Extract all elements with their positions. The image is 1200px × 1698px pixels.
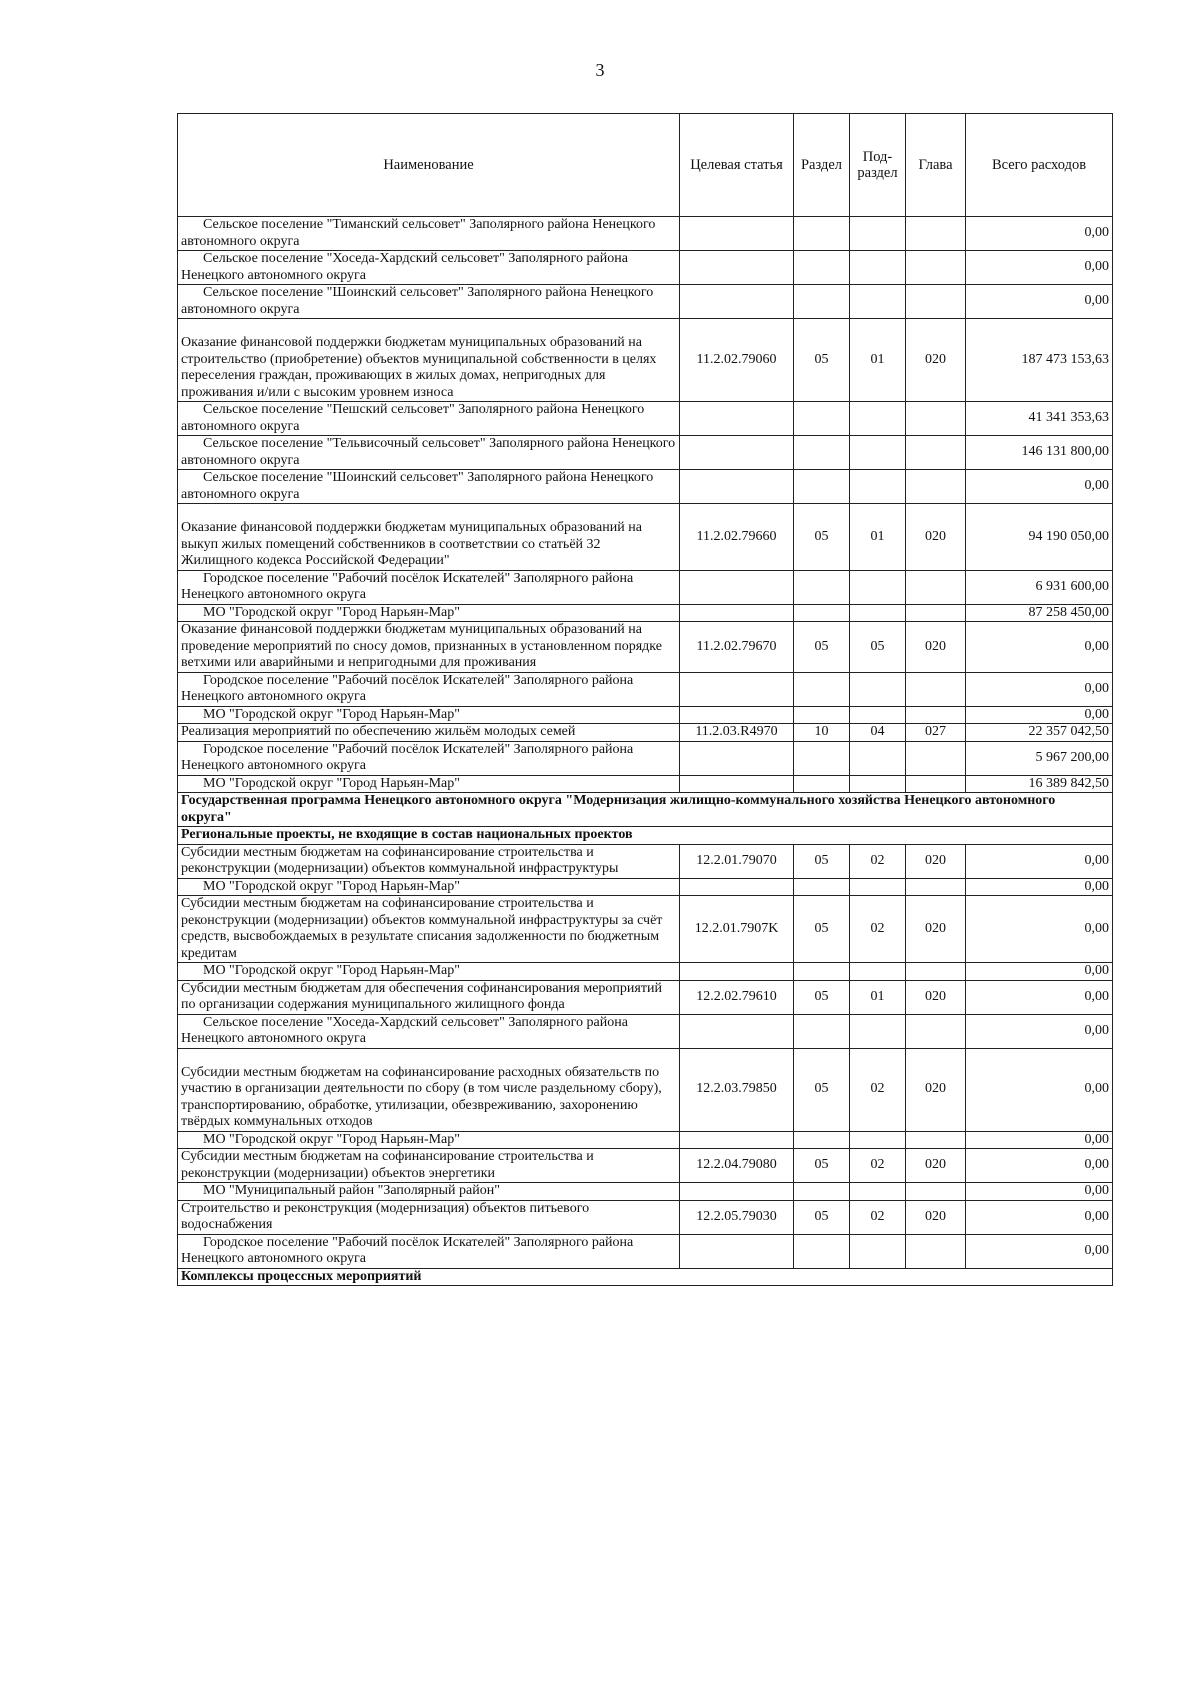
cell-chapter [906, 570, 966, 604]
table-row [178, 963, 1113, 981]
cell-chapter [906, 1183, 966, 1201]
cell-target: 12.2.04.79080 [680, 1149, 794, 1183]
row-label: МО "Городской округ "Город Нарьян-Мар" [203, 706, 460, 722]
cell-chapter: 020 [906, 1048, 966, 1131]
table-row [178, 504, 1113, 571]
cell-target: 12.2.03.79850 [680, 1048, 794, 1131]
cell-section [794, 706, 850, 724]
cell-total: 0,00 [966, 963, 1113, 981]
row-label: Субсидии местным бюджетам для обеспечения софинансирования мероприятий по организации содержания муниципального жилищного фонда [181, 980, 662, 1012]
cell-section [794, 878, 850, 896]
cell-section: 05 [794, 622, 850, 673]
cell-subsection [850, 963, 906, 981]
cell-chapter: 020 [906, 319, 966, 402]
table-row [178, 570, 1113, 604]
table-row [178, 1048, 1113, 1131]
header-name: Наименование [178, 114, 680, 217]
cell-section: 05 [794, 319, 850, 402]
cell-target [680, 963, 794, 981]
header-row [178, 114, 1113, 217]
cell-section [794, 1014, 850, 1048]
cell-chapter [906, 775, 966, 793]
table-row [178, 319, 1113, 402]
cell-subsection [850, 436, 906, 470]
cell-chapter [906, 878, 966, 896]
table-row [178, 1131, 1113, 1149]
cell-section [794, 436, 850, 470]
cell-total: 187 473 153,63 [966, 319, 1113, 402]
table-row [178, 1234, 1113, 1268]
row-label: Городское поселение "Рабочий посёлок Искателей" Заполярного района Ненецкого автономного округа [181, 741, 634, 773]
cell-target [680, 217, 794, 251]
cell-target: 11.2.02.79660 [680, 504, 794, 571]
cell-chapter [906, 251, 966, 285]
cell-target [680, 570, 794, 604]
cell-target [680, 741, 794, 775]
cell-subsection [850, 1131, 906, 1149]
cell-section [794, 1131, 850, 1149]
cell-total: 0,00 [966, 1234, 1113, 1268]
cell-name [178, 1014, 680, 1048]
cell-section [794, 1234, 850, 1268]
cell-name [178, 436, 680, 470]
cell-section [794, 570, 850, 604]
row-label: Сельское поселение "Шоинский сельсовет" Заполярного района Ненецкого автономного округа [181, 470, 654, 502]
table-row [178, 896, 1113, 963]
cell-chapter: 020 [906, 980, 966, 1014]
table-row [178, 775, 1113, 793]
cell-total: 0,00 [966, 1200, 1113, 1234]
cell-section [794, 217, 850, 251]
cell-target: 12.2.01.79070 [680, 844, 794, 878]
cell-subsection [850, 470, 906, 504]
row-label: Субсидии местным бюджетам на софинансирование строительства и реконструкции (модернизации) объектов коммунальной инфраструктуры за счёт средств, высвобождаемых в результате списания задолженности по бюджетным кредитам [181, 896, 663, 961]
table-row [178, 878, 1113, 896]
cell-total: 0,00 [966, 622, 1113, 673]
cell-target [680, 706, 794, 724]
cell-subsection: 02 [850, 1149, 906, 1183]
cell-chapter [906, 1131, 966, 1149]
cell-section [794, 285, 850, 319]
cell-section [794, 251, 850, 285]
table-row [178, 1183, 1113, 1201]
cell-subsection [850, 604, 906, 622]
row-label: МО "Городской округ "Город Нарьян-Мар" [203, 1131, 460, 1147]
cell-target: 11.2.02.79670 [680, 622, 794, 673]
table-row [178, 1149, 1113, 1183]
cell-subsection [850, 1234, 906, 1268]
row-spacer [181, 319, 676, 335]
cell-chapter: 020 [906, 896, 966, 963]
row-label: Сельское поселение "Тиманский сельсовет" Заполярного района Ненецкого автономного округа [181, 217, 656, 249]
cell-name [178, 672, 680, 706]
cell-chapter [906, 1234, 966, 1268]
cell-section [794, 775, 850, 793]
cell-total: 0,00 [966, 878, 1113, 896]
cell-chapter [906, 436, 966, 470]
cell-total: 0,00 [966, 1048, 1113, 1131]
cell-section [794, 402, 850, 436]
cell-subsection [850, 570, 906, 604]
row-label: МО "Муниципальный район "Заполярный район" [203, 1183, 500, 1198]
cell-name [178, 1048, 680, 1131]
cell-subsection: 02 [850, 844, 906, 878]
cell-total: 0,00 [966, 1149, 1113, 1183]
cell-name [178, 878, 680, 896]
cell-target [680, 672, 794, 706]
row-label: Сельское поселение "Шоинский сельсовет" Заполярного района Ненецкого автономного округа [181, 285, 654, 317]
cell-chapter [906, 402, 966, 436]
cell-target [680, 470, 794, 504]
cell-target [680, 436, 794, 470]
row-label: Субсидии местным бюджетам на софинансирование расходных обязательств по участию в организации деятельности по сбору (в том числе раздельному сбору), транспортированию, обработке, утилизации, обезвреживанию, захоронению твёрдых коммунальных отходов [181, 1064, 662, 1129]
cell-chapter [906, 672, 966, 706]
row-label: МО "Городской округ "Город Нарьян-Мар" [203, 878, 460, 894]
cell-name [178, 217, 680, 251]
cell-chapter [906, 285, 966, 319]
cell-total: 16 389 842,50 [966, 775, 1113, 793]
cell-subsection [850, 706, 906, 724]
cell-name [178, 604, 680, 622]
cell-section [794, 604, 850, 622]
cell-target [680, 1131, 794, 1149]
cell-name [178, 470, 680, 504]
section-title: Государственная программа Ненецкого автономного округа "Модернизация жилищно-коммунального хозяйства Ненецкого автономного округа" [178, 793, 1113, 827]
table-row [178, 980, 1113, 1014]
cell-section [794, 672, 850, 706]
header-total: Всего расходов [966, 114, 1113, 217]
cell-section: 05 [794, 504, 850, 571]
cell-target [680, 775, 794, 793]
cell-total: 5 967 200,00 [966, 741, 1113, 775]
cell-name [178, 1200, 680, 1234]
cell-name [178, 724, 680, 742]
cell-chapter [906, 1014, 966, 1048]
cell-target [680, 604, 794, 622]
cell-subsection [850, 775, 906, 793]
cell-section: 05 [794, 1048, 850, 1131]
cell-target: 12.2.02.79610 [680, 980, 794, 1014]
cell-section: 05 [794, 1149, 850, 1183]
header-section: Раздел [794, 114, 850, 217]
budget-table [177, 113, 1113, 1286]
cell-total: 0,00 [966, 251, 1113, 285]
cell-target [680, 1014, 794, 1048]
cell-name [178, 963, 680, 981]
cell-name [178, 622, 680, 673]
header-subsection: Под-раздел [850, 114, 906, 217]
cell-total: 6 931 600,00 [966, 570, 1113, 604]
cell-chapter [906, 963, 966, 981]
cell-chapter [906, 604, 966, 622]
cell-chapter: 020 [906, 844, 966, 878]
cell-total: 94 190 050,00 [966, 504, 1113, 571]
row-label: Строительство и реконструкция (модернизация) объектов питьевого водоснабжения [181, 1200, 590, 1232]
cell-total: 0,00 [966, 1131, 1113, 1149]
cell-total: 0,00 [966, 980, 1113, 1014]
cell-total: 0,00 [966, 217, 1113, 251]
table-row [178, 672, 1113, 706]
row-spacer [181, 1049, 676, 1065]
cell-subsection [850, 402, 906, 436]
cell-subsection: 01 [850, 319, 906, 402]
cell-subsection: 02 [850, 1048, 906, 1131]
row-label: Городское поселение "Рабочий посёлок Искателей" Заполярного района Ненецкого автономного округа [181, 1234, 634, 1266]
cell-chapter: 020 [906, 1200, 966, 1234]
cell-total: 0,00 [966, 896, 1113, 963]
cell-subsection [850, 672, 906, 706]
cell-chapter: 020 [906, 504, 966, 571]
cell-subsection: 01 [850, 980, 906, 1014]
cell-section: 05 [794, 980, 850, 1014]
table-row [178, 706, 1113, 724]
cell-chapter: 020 [906, 1149, 966, 1183]
section-row [178, 1268, 1113, 1286]
cell-section [794, 963, 850, 981]
row-label: Оказание финансовой поддержки бюджетам муниципальных образований на проведение мероприятий по сносу домов, признанных в установленном порядке ветхими или аварийными и непригодными для проживания [181, 622, 662, 670]
cell-name [178, 402, 680, 436]
cell-name [178, 844, 680, 878]
table-body [178, 217, 1113, 1286]
table-row [178, 1200, 1113, 1234]
cell-section [794, 1183, 850, 1201]
cell-total: 0,00 [966, 285, 1113, 319]
cell-subsection: 02 [850, 1200, 906, 1234]
cell-subsection [850, 878, 906, 896]
cell-section [794, 741, 850, 775]
cell-name [178, 1131, 680, 1149]
table-row [178, 741, 1113, 775]
section-title: Региональные проекты, не входящие в состав национальных проектов [178, 827, 1113, 845]
cell-target [680, 1183, 794, 1201]
row-label: Городское поселение "Рабочий посёлок Искателей" Заполярного района Ненецкого автономного округа [181, 570, 634, 602]
table-row [178, 402, 1113, 436]
row-label: Сельское поселение "Хоседа-Хардский сельсовет" Заполярного района Ненецкого автономного округа [181, 1014, 628, 1046]
cell-target [680, 878, 794, 896]
cell-total: 146 131 800,00 [966, 436, 1113, 470]
row-label: МО "Городской округ "Город Нарьян-Мар" [203, 604, 460, 620]
cell-target [680, 251, 794, 285]
cell-chapter [906, 217, 966, 251]
table-row [178, 217, 1113, 251]
cell-name [178, 741, 680, 775]
cell-target: 12.2.05.79030 [680, 1200, 794, 1234]
header-chapter: Глава [906, 114, 966, 217]
table-row [178, 844, 1113, 878]
cell-name [178, 251, 680, 285]
cell-subsection: 05 [850, 622, 906, 673]
cell-total: 87 258 450,00 [966, 604, 1113, 622]
cell-chapter [906, 706, 966, 724]
section-row [178, 793, 1113, 827]
cell-chapter [906, 741, 966, 775]
page-number: 3 [595, 60, 605, 80]
row-label: Субсидии местным бюджетам на софинансирование строительства и реконструкции (модернизации) объектов коммунальной инфраструктуры [181, 844, 619, 876]
cell-subsection [850, 1183, 906, 1201]
table-header [178, 114, 1113, 217]
cell-total: 41 341 353,63 [966, 402, 1113, 436]
cell-target: 11.2.02.79060 [680, 319, 794, 402]
table-row [178, 1014, 1113, 1048]
cell-target: 12.2.01.7907K [680, 896, 794, 963]
table-row [178, 251, 1113, 285]
cell-name [178, 896, 680, 963]
cell-chapter: 020 [906, 622, 966, 673]
cell-subsection: 01 [850, 504, 906, 571]
row-label: МО "Городской округ "Город Нарьян-Мар" [203, 963, 460, 978]
cell-total: 0,00 [966, 470, 1113, 504]
cell-name [178, 570, 680, 604]
header-target: Целевая статья [680, 114, 794, 217]
cell-name [178, 706, 680, 724]
table-row [178, 724, 1113, 742]
cell-section [794, 470, 850, 504]
cell-target [680, 285, 794, 319]
cell-total: 0,00 [966, 706, 1113, 724]
cell-subsection: 02 [850, 896, 906, 963]
cell-target [680, 402, 794, 436]
row-label: Сельское поселение "Хоседа-Хардский сельсовет" Заполярного района Ненецкого автономного округа [181, 251, 628, 283]
cell-target [680, 1234, 794, 1268]
cell-name [178, 1234, 680, 1268]
table-row [178, 604, 1113, 622]
row-label: Оказание финансовой поддержки бюджетам муниципальных образований на строительство (приобретение) объектов муниципальной собственности в целях переселения граждан, проживающих в жилых домах, непригодных для проживания и/или с высоким уровнем износа [181, 335, 657, 400]
cell-name [178, 1183, 680, 1201]
cell-subsection: 04 [850, 724, 906, 742]
cell-section: 05 [794, 844, 850, 878]
cell-chapter: 027 [906, 724, 966, 742]
table-row [178, 436, 1113, 470]
cell-total: 0,00 [966, 844, 1113, 878]
cell-subsection [850, 741, 906, 775]
section-title: Комплексы процессных мероприятий [178, 1268, 1113, 1286]
row-spacer [181, 504, 676, 520]
cell-total: 22 357 042,50 [966, 724, 1113, 742]
row-label: Сельское поселение "Пешский сельсовет" Заполярного района Ненецкого автономного округа [181, 402, 645, 434]
cell-section: 05 [794, 1200, 850, 1234]
cell-section: 05 [794, 896, 850, 963]
cell-total: 0,00 [966, 672, 1113, 706]
row-label: Субсидии местным бюджетам на софинансирование строительства и реконструкции (модернизации) объектов энергетики [181, 1149, 594, 1181]
cell-subsection [850, 251, 906, 285]
cell-chapter [906, 470, 966, 504]
section-row [178, 827, 1113, 845]
cell-name [178, 775, 680, 793]
cell-name [178, 319, 680, 402]
row-label: МО "Городской округ "Город Нарьян-Мар" [203, 775, 460, 791]
table-row [178, 470, 1113, 504]
cell-section: 10 [794, 724, 850, 742]
cell-subsection [850, 285, 906, 319]
cell-target: 11.2.03.R4970 [680, 724, 794, 742]
table-row [178, 622, 1113, 673]
row-label: Сельское поселение "Тельвисочный сельсовет" Заполярного района Ненецкого автономного округа [181, 436, 676, 468]
table-row [178, 285, 1113, 319]
cell-total: 0,00 [966, 1014, 1113, 1048]
cell-name [178, 504, 680, 571]
cell-name [178, 980, 680, 1014]
cell-name [178, 1149, 680, 1183]
row-label: Оказание финансовой поддержки бюджетам муниципальных образований на выкуп жилых помещений собственников в соответствии со статьёй 32 Жилищного кодекса Российской Федерации" [181, 520, 642, 568]
cell-subsection [850, 1014, 906, 1048]
cell-total: 0,00 [966, 1183, 1113, 1201]
row-label: Реализация мероприятий по обеспечению жильём молодых семей [181, 724, 576, 739]
cell-subsection [850, 217, 906, 251]
row-label: Городское поселение "Рабочий посёлок Искателей" Заполярного района Ненецкого автономного округа [181, 672, 634, 704]
cell-name [178, 285, 680, 319]
